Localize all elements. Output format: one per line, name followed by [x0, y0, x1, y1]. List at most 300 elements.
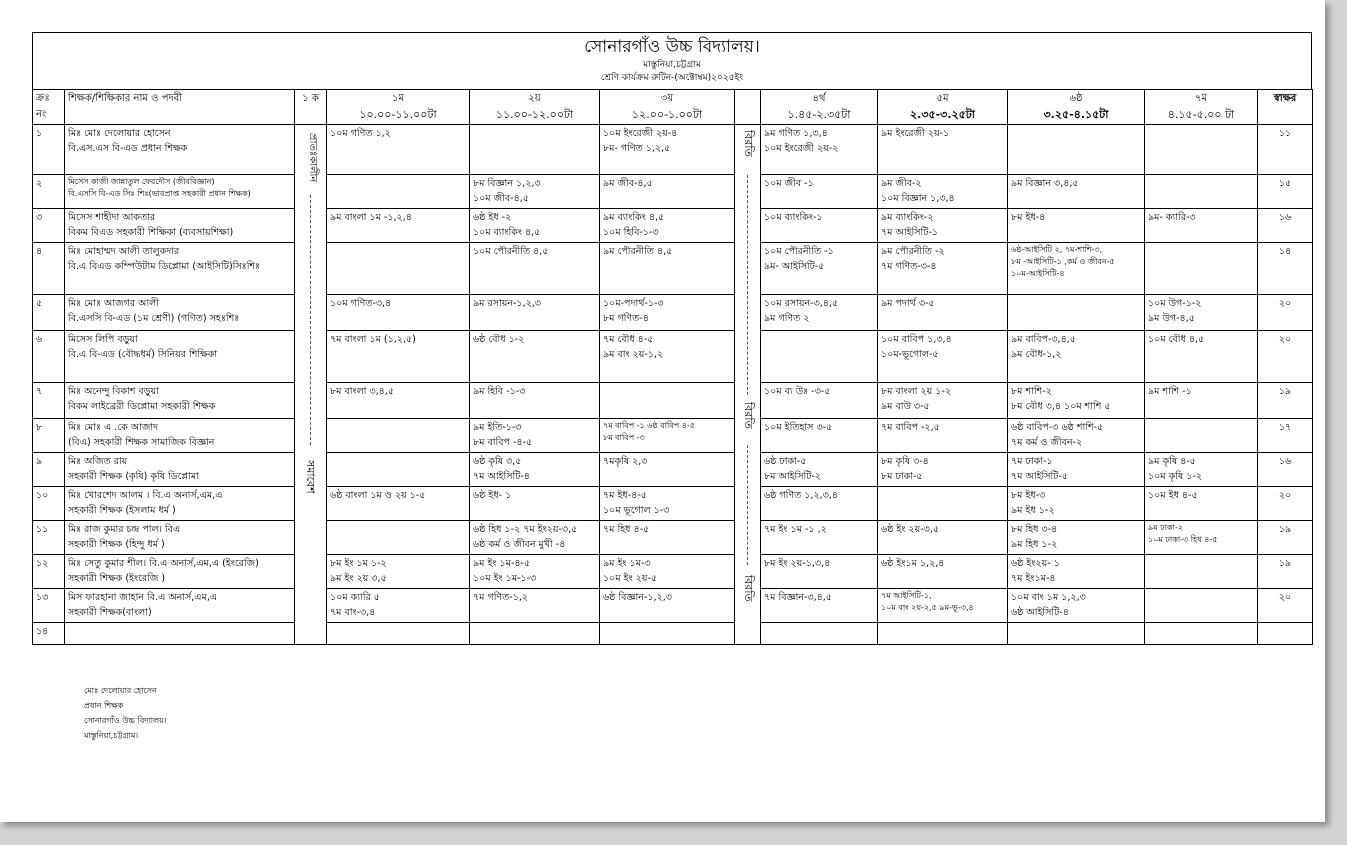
period-cell-p2: [470, 383, 600, 419]
table-row: [33, 589, 1313, 623]
period-cell-p7: [1145, 383, 1258, 419]
serial-cell-line: ১২: [36, 558, 49, 569]
period-cell-p1: [327, 295, 470, 331]
period-cell-p6-line: ১০ম-আইসিটি-৪: [1011, 269, 1065, 278]
period-cell-p6: [1008, 555, 1145, 589]
period-cell-p2-line: ৬ষ্ঠ বৌধ ১-২: [473, 334, 525, 345]
period-cell-p4-line: ৯ম গণিত ২: [764, 313, 810, 324]
period-cell-p2-line: ৭ম গণিত-১,২: [473, 592, 529, 603]
period-cell-p5: [878, 419, 1008, 453]
signature-count-cell-line: ১৬: [1278, 212, 1292, 223]
teacher-cell-line: মিঃ অনেন্দু বিকাশ বড়ুয়া: [68, 386, 159, 397]
header-period-4: ৪র্থ ১.৪৫-২.৩৫টা: [761, 90, 878, 125]
period-cell-p1: [327, 243, 470, 295]
period-cell-p3-line: ৮ম বাবিপ -৩: [603, 433, 645, 442]
period-cell-p5: [878, 175, 1008, 209]
period-cell-p3: [600, 521, 735, 555]
period-cell-p5-line: ৮ম বাংলা ২য় ১-২: [881, 386, 952, 397]
header-break: [735, 90, 761, 125]
period-cell-p4: [761, 125, 878, 175]
signature-count-cell-line: ১৯: [1278, 558, 1292, 569]
period-cell-p5-line: ৮ম কৃষি ৩-৪: [881, 456, 929, 467]
table-row: [33, 295, 1313, 331]
period-cell-p7: [1145, 125, 1258, 175]
period-cell-p5: [878, 383, 1008, 419]
serial-cell: [33, 487, 65, 521]
period-cell-p2-line: ৬ষ্ঠ ইধ -২: [473, 212, 512, 223]
signature-count-cell: [1258, 555, 1313, 589]
period-cell-p6-line: ৬ষ্ঠ আইসিটি-৪: [1011, 607, 1069, 618]
signature-count-cell: [1258, 175, 1313, 209]
period-cell-p3-line: ১০ম ভূগোল ১-৩: [603, 505, 670, 516]
serial-cell: [33, 383, 65, 419]
period-cell-p6: [1008, 453, 1145, 487]
period-cell-p1-line: ৬ষ্ঠ বাংলা ১ম ও ২য় ১-৫: [330, 490, 426, 501]
serial-cell: [33, 589, 65, 623]
period-cell-p6: [1008, 125, 1145, 175]
period-cell-p5: [878, 555, 1008, 589]
period-cell-p5: [878, 589, 1008, 623]
school-location: মাস্তুনিয়া,চট্টগ্রাম: [643, 60, 701, 70]
period-cell-p5-line: ৯ম পৌরনীতি -২: [881, 246, 945, 257]
signature-count-cell: [1258, 295, 1313, 331]
period-cell-p5: [878, 521, 1008, 555]
period-cell-p3-line: ৮ম- গণিত ১,২,৫: [603, 143, 671, 154]
serial-cell: [33, 453, 65, 487]
teacher-cell: [65, 383, 295, 419]
table-row: [33, 383, 1313, 419]
period-cell-p3-line: ৬ষ্ঠ বিজ্ঞান-১,২,৩: [603, 592, 672, 603]
period-cell-p2-line: ৬ষ্ঠ কর্ম ও জীবন মুখী -৪: [473, 539, 566, 550]
signature-count-cell: [1258, 383, 1313, 419]
period-cell-p6: [1008, 383, 1145, 419]
period-cell-p1-line: ৯ম ইং ২য় ৩,৫: [330, 573, 387, 584]
routine-subtitle: শ্রেণি কার্যক্রম রুটিন-(অক্টোম্বম)২০২৫ইং: [600, 73, 744, 83]
period-cell-p2: [470, 589, 600, 623]
header-serial: ক্রঃ নং: [33, 90, 65, 125]
serial-cell: [33, 331, 65, 383]
teacher-cell-line: বি.এ বি-এড (বৌদ্ধধর্ম) সিনিয়র শিক্ষিকা: [68, 349, 218, 360]
period-cell-p2: [470, 521, 600, 555]
period-cell-p3-line: ৯ম ইং ১ম-৩: [603, 558, 651, 569]
teacher-cell-line: মিঃ সেতু কুমার শীল। বি.এ অনার্স,এম,এ (ইংরেজি): [68, 558, 259, 569]
period-cell-p6: [1008, 487, 1145, 521]
period-cell-p2-line: ৯ম ইতি-১-৩: [473, 422, 522, 433]
period-cell-p3: [600, 419, 735, 453]
period-cell-p5: [878, 243, 1008, 295]
period-cell-p2: [470, 419, 600, 453]
period-cell-p4-line: ৭ম বিজ্ঞান-৩,৪,৫: [764, 592, 832, 603]
period-cell-p5-line: ৬ষ্ঠ ইং ২য়-৩,৫: [881, 524, 939, 535]
period-cell-p3-line: ১০ম ইংরেজী ২য়-৪: [603, 128, 678, 139]
period-cell-p1-line: ৭ম বাং-৩,৪: [330, 607, 376, 618]
teacher-cell-line: সহকারী শিক্ষক(বাংলা): [68, 607, 152, 618]
period-cell-p5: [878, 487, 1008, 521]
period-cell-p1: [327, 125, 470, 175]
period-cell-p3: [600, 125, 735, 175]
table-row: [33, 555, 1313, 589]
period-cell-p7: [1145, 175, 1258, 209]
period-cell-p4-line: ৬ষ্ঠ ঢাকা-৫: [764, 456, 807, 467]
serial-cell-line: ৭: [36, 386, 43, 397]
teacher-cell-line: বিকম বিএড সহকারী শিক্ষিকা (ব্যবসায়শিক্ষা): [68, 227, 234, 238]
period-cell-p6-line: ৮ম বৌধ ৩,৪ ১০ম শাশি ৫: [1011, 401, 1111, 412]
period-cell-p5: [878, 209, 1008, 243]
period-cell-p2: [470, 243, 600, 295]
serial-cell: [33, 209, 65, 243]
period-cell-p6: [1008, 331, 1145, 383]
period-cell-p4: [761, 555, 878, 589]
teacher-cell-line: মিস ফারহানা জাহান বি.এ অনার্স,এম,এ: [68, 592, 218, 603]
period-cell-p6: [1008, 419, 1145, 453]
period-cell-p4-line: ১০ম জীব -১: [764, 178, 814, 189]
period-cell-p4-line: ১০ম রসায়ন-৩,৪,৫: [764, 298, 839, 309]
period-cell-p1-line: ১০ম গণিত-৩,৪: [330, 298, 392, 309]
period-cell-p3-line: ১০ম হিবি-১-৩: [603, 227, 659, 238]
period-cell-p2-line: ৮ম বাবিপ -৪-৫: [473, 437, 533, 448]
period-cell-p7-line: ১০ম বৌধ ৪,৫: [1148, 334, 1205, 345]
period-cell-p3: [600, 487, 735, 521]
period-cell-p2-line: ৯ম হিবি -১-৩: [473, 386, 526, 397]
teacher-cell-line: বি.এ বিএড কম্পিউটাম ডিপ্লোমা (আইসিটি)সিঃশিঃ: [68, 261, 261, 272]
period-cell-p2-line: ১০ম ব্যাংকিং ৪,৫: [473, 227, 541, 238]
teacher-cell: [65, 555, 295, 589]
period-cell-p3-line: ১০ম-পদার্থ-১-৩: [603, 298, 664, 309]
period-cell-p4-line: ১০ম ইতিহাস ৩-৫: [764, 422, 833, 433]
period-cell-p1: [327, 453, 470, 487]
period-cell-p2-line: ৬ষ্ঠ কৃষি ৩,৫: [473, 456, 522, 467]
period-cell-p6-line: ৮ম ইধ-৩: [1011, 490, 1046, 501]
teacher-cell: [65, 209, 295, 243]
teacher-cell: [65, 521, 295, 555]
header-teacher: শিক্ষক/শিক্ষিকার নাম ও পদবী: [65, 90, 295, 125]
period-cell-p6: [1008, 209, 1145, 243]
teacher-cell-line: সহকারী শিক্ষক (ইংরেজি ): [68, 573, 166, 584]
break-label-2: বিরতি: [742, 402, 755, 429]
signature-count-cell: [1258, 521, 1313, 555]
signature-count-cell-line: ১৭: [1278, 422, 1292, 433]
document-header: [32, 32, 1312, 89]
signature-count-cell: [1258, 243, 1313, 295]
serial-cell: [33, 295, 65, 331]
period-cell-p4: [761, 295, 878, 331]
period-cell-p6-line: ৭ম আইসিটি-৫: [1011, 471, 1068, 482]
period-cell-p5: [878, 623, 1008, 645]
teacher-cell-line: মিঃ খোরশেদ আলম । বি.এ অনার্স,এম,এ: [68, 490, 223, 501]
period-cell-p6-line: ৮ম ইধ-৪: [1011, 212, 1046, 223]
period-cell-p5-line: ৯ম বাউ ৩-৫: [881, 401, 930, 412]
serial-cell: [33, 175, 65, 209]
period-cell-p4: [761, 243, 878, 295]
teacher-cell-line: মিঃ রাজ কুমার চন্দ্র পাল। বিএ: [68, 524, 181, 535]
table-row: [33, 453, 1313, 487]
period-cell-p3-line: ৯ম পৌরনীতি ৪,৫: [603, 246, 673, 257]
period-cell-p3-line: ৭ম বৌধ ৪-৫: [603, 334, 654, 345]
serial-cell-line: ১৪: [36, 626, 49, 637]
period-cell-p5-line: ৯ম ব্যাংকিং-২: [881, 212, 934, 223]
signature-count-cell: [1258, 125, 1313, 175]
period-cell-p1-line: ৮ম বাংলা ৩,৪,৫: [330, 386, 394, 397]
period-cell-p2: [470, 331, 600, 383]
period-cell-p3: [600, 331, 735, 383]
serial-cell-line: ১৩: [36, 592, 49, 603]
signature-count-cell: [1258, 453, 1313, 487]
period-cell-p6-line: ৬ষ্ঠ-আইসিটি ২, ৭ম-শাশি-৩,: [1011, 245, 1103, 254]
period-cell-p5-line: ১০ম বাং ২য়-২,৫ ৯ম-ভূ-৩,৪: [881, 603, 974, 612]
period-cell-p6: [1008, 521, 1145, 555]
period-cell-p3-line: ৯ম ব্যাংকিং ৪,৫: [603, 212, 665, 223]
signature-count-cell-line: ২০: [1278, 334, 1292, 345]
period-cell-p6-line: ৬ষ্ঠ ইং২য়- ১: [1011, 558, 1060, 569]
signature-location: মাস্তুনিয়া,চট্টগ্রাম।: [84, 731, 139, 740]
period-cell-p7: [1145, 419, 1258, 453]
signature-count-cell: [1258, 331, 1313, 383]
period-cell-p2: [470, 453, 600, 487]
teacher-cell-line: বি.এসসি বি-এড সিঃ শিঃ(ভারপ্রাপ্ত সহকারী প্রধান শিক্ষক): [68, 189, 251, 198]
teacher-cell-line: বিকম লাইব্রেরী ডিপ্লোমা সহকারী শিক্ষক: [68, 401, 216, 412]
period-cell-p6-line: ৯ম বৌধ-১,২: [1011, 349, 1062, 360]
teacher-cell-line: সহকারী শিক্ষক (ইসলাম ধর্ম ): [68, 505, 176, 516]
principal-signature-block: [84, 683, 167, 743]
serial-cell: [33, 555, 65, 589]
table-row: [33, 487, 1313, 521]
period-cell-p6: [1008, 623, 1145, 645]
period-cell-p4-line: ৬ষ্ঠ গণিত ১,২,৩,৪: [764, 490, 838, 501]
serial-cell-line: ২: [36, 178, 43, 189]
header-period-7: ৭ম ৪.১৫-৫.০০ টা: [1145, 90, 1258, 125]
period-cell-p5-line: ১০ম বাবিপ ১,৩,৪: [881, 334, 952, 345]
period-cell-p4-line: ৯ম গণিত ১,৩,৪: [764, 128, 828, 139]
period-cell-p7-line: ১০ম কৃষি ১-২: [1148, 471, 1203, 482]
break-label-1: বিরতি: [742, 130, 755, 157]
period-cell-p2: [470, 555, 600, 589]
break-label-3: বিরতি: [742, 575, 755, 602]
period-cell-p6-line: ১০ম বাং ১ম ১,২,৩: [1011, 592, 1086, 603]
teacher-cell-line: মিসেস কাজী জান্নাতুল ফেরদৌস (জীববিজ্ঞান): [68, 177, 215, 186]
serial-cell-line: ৮: [36, 422, 43, 433]
period-cell-p3: [600, 295, 735, 331]
period-cell-p7-line: ৯ম ঢাকা-২: [1148, 523, 1184, 532]
period-cell-p7-line: ১০ম ঢাকা-৩ হিধ ৪-৫: [1148, 535, 1218, 544]
period-cell-p7: [1145, 487, 1258, 521]
period-cell-p6: [1008, 589, 1145, 623]
teacher-cell: [65, 331, 295, 383]
signature-count-cell: [1258, 209, 1313, 243]
teacher-cell-line: মিঃ মোঃ দেলোয়ার হোসেন: [68, 128, 171, 139]
signature-count-cell: [1258, 623, 1313, 645]
teacher-cell-line: মিঃ মোঃ আজগর আলী: [68, 298, 159, 309]
period-cell-p4-line: ৭ম ইং ১ম -১ ,২: [764, 524, 827, 535]
period-cell-p1-line: ৯ম বাংলা ১ম -১,২,৪: [330, 212, 412, 223]
period-cell-p4-line: ৯ম- আইসিটি-৫: [764, 261, 825, 272]
period-cell-p3: [600, 453, 735, 487]
period-cell-p6-line: ৬ষ্ঠ বাবিপ-৩ ৬ষ্ঠ শাশি-৫: [1011, 422, 1104, 433]
serial-cell: [33, 125, 65, 175]
period-cell-p4: [761, 175, 878, 209]
period-cell-p7-line: ৯ম শাশি -১: [1148, 386, 1192, 397]
teacher-cell-line: মিসেস লিপি বড়ুয়া: [68, 334, 138, 345]
period-cell-p3-line: ৭ম ইধ-৪-৫: [603, 490, 647, 501]
table-row: [33, 623, 1313, 645]
period-cell-p4-line: ১০ম ইংরেজী ২য়-২: [764, 143, 839, 154]
period-cell-p3-line: ৭ম হিধ ৪-৫: [603, 524, 650, 535]
period-cell-p7: [1145, 331, 1258, 383]
teacher-cell-line: মিসেস শাহীদা আকতার: [68, 212, 156, 223]
period-cell-p3-line: ৯ম জীব-৪,৫: [603, 178, 653, 189]
period-cell-p2-line: ৯ম রসায়ন-১,২,৩: [473, 298, 541, 309]
period-cell-p2: [470, 125, 600, 175]
teacher-cell: [65, 419, 295, 453]
teacher-cell-line: সহকারী শিক্ষক (কৃষি) কৃষি ডিপ্লোমা: [68, 471, 199, 482]
serial-cell-line: ১১: [36, 524, 49, 535]
signature-count-cell-line: ২০: [1278, 298, 1292, 309]
period-cell-p7: [1145, 623, 1258, 645]
teacher-cell: [65, 623, 295, 645]
period-cell-p1-line: ৭ম বাংলা ১ম (১,২,৫): [330, 334, 416, 345]
signature-count-cell-line: ১৯: [1278, 524, 1292, 535]
table-row: [33, 419, 1313, 453]
period-cell-p5-line: ৮ম ঢাকা-৫: [881, 471, 923, 482]
teacher-cell: [65, 125, 295, 175]
period-cell-p2: [470, 295, 600, 331]
serial-cell-line: ১০: [36, 490, 49, 501]
period-cell-p6-line: ৯ম হিধ ১-২: [1011, 539, 1058, 550]
period-cell-p6-line: ৯ম বাবিপ-৩,৪,৫: [1011, 334, 1076, 345]
period-cell-p2: [470, 623, 600, 645]
period-cell-p2-line: ৯ম ইং ১ম-৪-৫: [473, 558, 531, 569]
assembly-column: [295, 125, 327, 645]
signature-school: সোনারগাঁও উচ্চ বিদ্যালয়।: [84, 716, 167, 725]
period-cell-p2-line: ১০ম জীব-৪,৫: [473, 193, 529, 204]
period-cell-p1: [327, 589, 470, 623]
table-row: [33, 125, 1313, 175]
header-separator: ১ ক: [295, 90, 327, 125]
signature-name: মোঃ দেলোয়ার হোসেন: [84, 686, 157, 695]
period-cell-p7-line: ১০ম উগ-১-২: [1148, 298, 1202, 309]
period-cell-p7-line: ৯ম উগ-৪,৫: [1148, 313, 1195, 324]
period-cell-p4: [761, 521, 878, 555]
period-cell-p2: [470, 175, 600, 209]
period-cell-p2-line: ৭ম আইসিটি-৪: [473, 471, 530, 482]
period-cell-p3: [600, 175, 735, 209]
period-cell-p4: [761, 209, 878, 243]
period-cell-p4: [761, 487, 878, 521]
serial-cell-line: ৩: [36, 212, 43, 223]
table-row: [33, 175, 1313, 209]
signature-count-cell-line: ২০: [1278, 592, 1292, 603]
period-cell-p3: [600, 243, 735, 295]
period-cell-p3-line: ৮ম গণিত-৪: [603, 313, 649, 324]
school-name: সোনারগাঁও উচ্চ বিদ্যালয়।: [584, 37, 760, 57]
signature-count-cell: [1258, 487, 1313, 521]
serial-cell: [33, 243, 65, 295]
period-cell-p5-line: ৯ম ইংরেজী ২য়-১: [881, 128, 950, 139]
assembly-label-top: প্রাতঃকালীন: [307, 133, 318, 183]
period-cell-p7-line: ৯ম কৃষি ৪-৫: [1148, 456, 1196, 467]
period-cell-p2-line: ৬ষ্ঠ হিধ ১-২ ৭ম ইং২য়-৩,৫: [473, 524, 578, 535]
period-cell-p3-line: ৯ম বাং ২য়-১,২: [603, 349, 664, 360]
period-cell-p4: [761, 331, 878, 383]
period-cell-p6-line: ৭ম কর্ম ও জীবন-২: [1011, 437, 1083, 448]
period-cell-p1: [327, 521, 470, 555]
period-cell-p1: [327, 419, 470, 453]
teacher-cell-line: মিঃ অজিত রায়: [68, 456, 128, 467]
assembly-dash-line: [310, 195, 311, 445]
period-cell-p1: [327, 331, 470, 383]
period-cell-p3: [600, 555, 735, 589]
table-row: [33, 331, 1313, 383]
teacher-cell: [65, 487, 295, 521]
period-cell-p7: [1145, 453, 1258, 487]
period-cell-p5: [878, 331, 1008, 383]
serial-cell: [33, 623, 65, 645]
serial-cell: [33, 419, 65, 453]
period-cell-p3: [600, 623, 735, 645]
period-cell-p6: [1008, 243, 1145, 295]
period-cell-p4-line: ১০ম ব্য উঃ -৩-৫: [764, 386, 831, 397]
serial-cell-line: ৯: [36, 456, 43, 467]
signature-count-cell-line: ১৯: [1278, 386, 1292, 397]
header-period-5: ৫ম ২.৩৫-৩.২৫টা: [878, 90, 1008, 125]
period-cell-p6-line: ৯ম ইধ ১-২: [1011, 505, 1055, 516]
signature-count-cell: [1258, 419, 1313, 453]
period-cell-p6-line: ৮ম -আইসিটি-১ ,কর্ম ও জীবন-৫: [1011, 257, 1115, 266]
period-cell-p1: [327, 209, 470, 243]
teacher-cell-line: বি.এস.এস বি-এড প্রধান শিক্ষক: [68, 143, 188, 154]
period-cell-p1: [327, 555, 470, 589]
period-cell-p5-line: ১০ম বিজ্ঞান ১,৩,৪: [881, 193, 955, 204]
period-cell-p5: [878, 453, 1008, 487]
period-cell-p6-line: ৭ম ইং১ম-৪: [1011, 573, 1056, 584]
signature-count-cell-line: ১৪: [1278, 246, 1292, 257]
period-cell-p5-line: ৬ষ্ঠ ইং১ম ১,২,৪: [881, 558, 945, 569]
header-signature: স্বাক্ষর: [1258, 90, 1313, 125]
period-cell-p7: [1145, 209, 1258, 243]
teacher-cell-line: (বিএ) সহকারী শিক্ষক সামাজিক বিজ্ঞান: [68, 437, 215, 448]
period-cell-p2: [470, 487, 600, 521]
period-cell-p7-line: ১০ম ইধ ৪-৫: [1148, 490, 1198, 501]
teacher-cell-line: সহকারী শিক্ষক (হিন্দু ধর্ম ): [68, 539, 165, 550]
period-cell-p5-line: ৭ম আইসিটি-১: [881, 227, 938, 238]
teacher-cell-line: বি.এসসি বি-এড (১ম শ্রেণী) (গণিত) সহঃশিঃ: [68, 313, 240, 324]
period-cell-p3-line: ৭ম বাবিপ -১ ৬ষ্ঠ বাবিপ ৪-৫: [603, 421, 696, 430]
header-period-2: ২য় ১১.০০-১২.০০টা: [470, 90, 600, 125]
signature-count-cell-line: ১১: [1278, 128, 1292, 139]
teacher-cell: [65, 453, 295, 487]
period-cell-p7: [1145, 589, 1258, 623]
period-cell-p1-line: ১০ম গণিত ১,২: [330, 128, 391, 139]
routine-table: [32, 89, 1313, 645]
period-cell-p4: [761, 383, 878, 419]
signature-count-cell-line: ১৫: [1278, 178, 1292, 189]
period-cell-p2: [470, 209, 600, 243]
period-cell-p5-line: ১০ম-ভূগোল-৫: [881, 349, 939, 360]
period-cell-p6-line: ৯ম বিজ্ঞান ৩,৪,৫: [1011, 178, 1079, 189]
table-row: [33, 209, 1313, 243]
period-cell-p4: [761, 453, 878, 487]
period-cell-p6-line: ৭ম ঢাকা-১: [1011, 456, 1053, 467]
break-column: [735, 125, 761, 645]
period-cell-p6: [1008, 295, 1145, 331]
period-cell-p1: [327, 383, 470, 419]
period-cell-p3: [600, 383, 735, 419]
period-cell-p5: [878, 125, 1008, 175]
serial-cell: [33, 521, 65, 555]
period-cell-p7: [1145, 521, 1258, 555]
period-cell-p4-line: ৮ম আইসিটি-২: [764, 471, 821, 482]
period-cell-p1: [327, 175, 470, 209]
signature-count-cell-line: ১৬: [1278, 456, 1292, 467]
